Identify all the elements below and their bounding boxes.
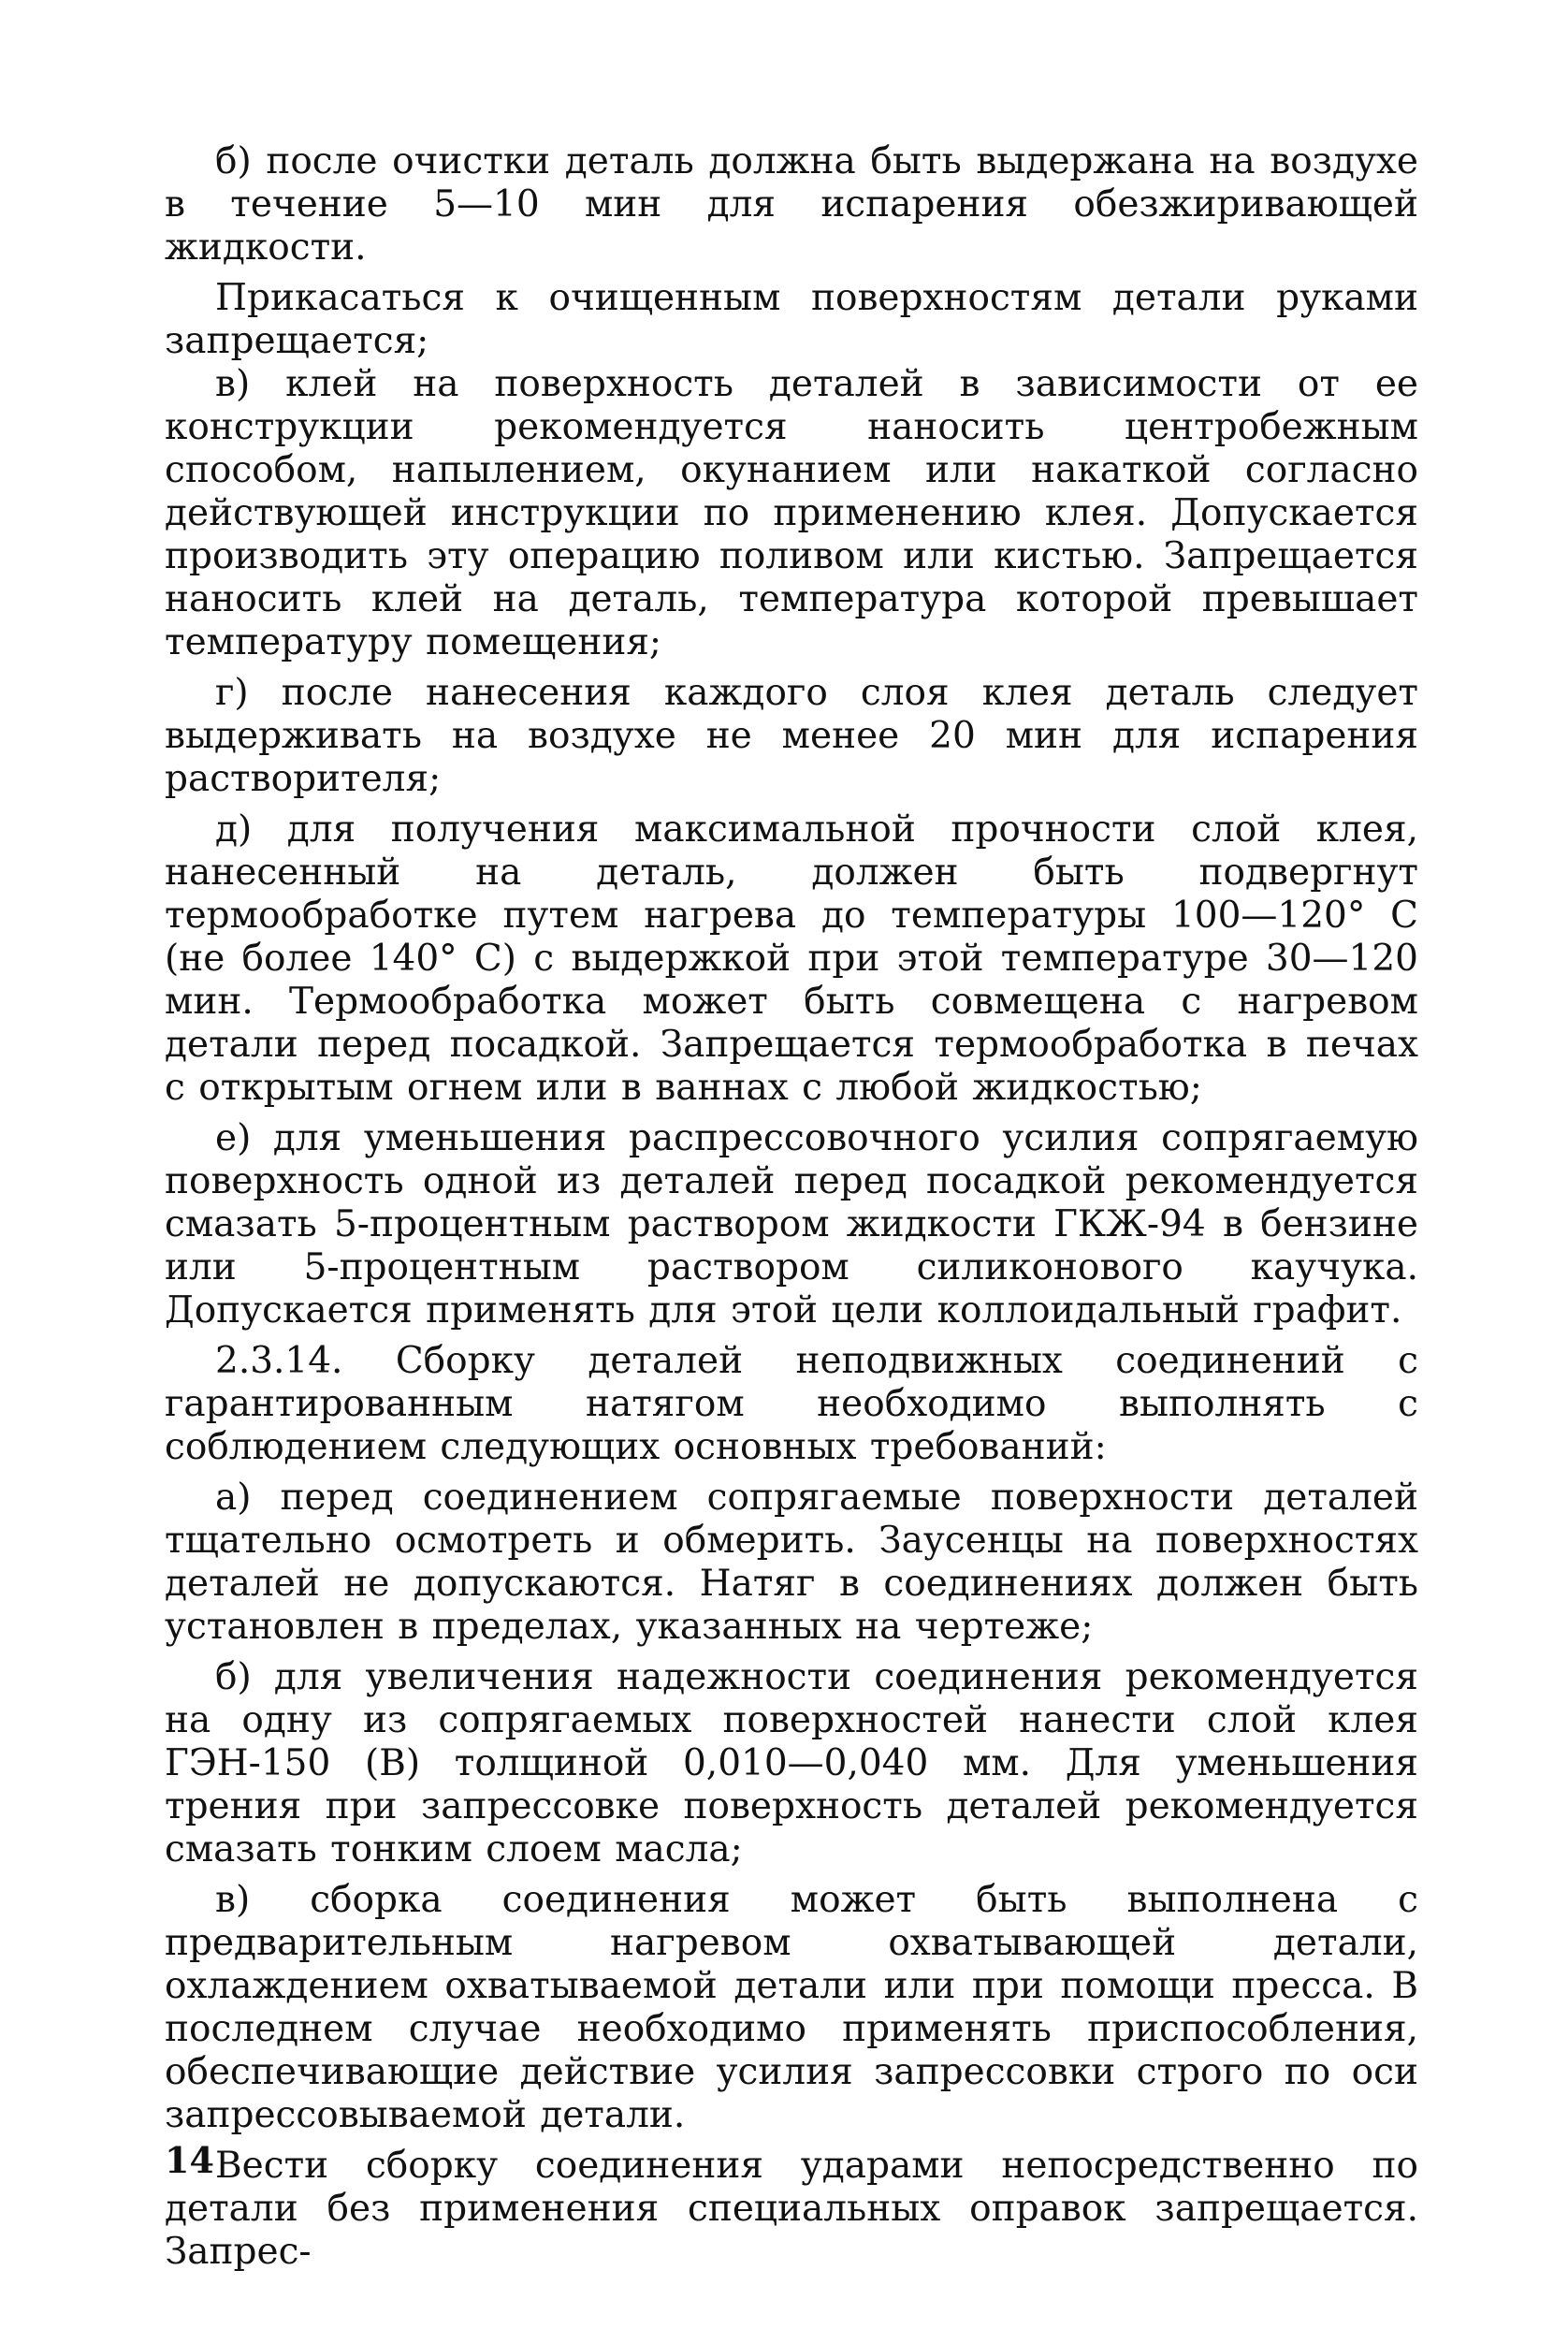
paragraph-v-assembly: в) сборка соединения может быть выполнена с предварительным нагревом охватывающей детали, охлаждением охватываемой детали или при помощи пресса. В последнем случае необходимо применять приспособления, обеспечивающие действие усилия запрессовки строго по оси запрессовываемой детали. (165, 1879, 1418, 2136)
paragraph-b-cleaning: б) после очистки деталь должна быть выдержана на воздухе в течение 5—10 мин для испарения обезжиривающей жидкости. (165, 140, 1418, 269)
paragraph-d-heat-treatment: д) для получения максимальной прочности слой клея, нанесенный на деталь, должен быть подвергнут термообработке путем нагрева до температуры 100—120° С (не более 140° С) с выдержкой при этой температуре 30—120 мин. Термообработка может быть совмещена с нагревом детали перед посадкой. Запрещается термообработка в печах с открытым огнем или в ваннах с любой жидкостью; (165, 808, 1418, 1109)
paragraph-touch-prohibited: Прикасаться к очищенным поверхностям детали руками запрещается; (165, 277, 1418, 362)
paragraph-b-reliability: б) для увеличения надежности соединения рекомендуется на одну из сопрягаемых поверхностей нанести слой клея ГЭН-150 (В) толщиной 0,010—0,040 мм. Для уменьшения трения при запрессовке поверхность деталей рекомендуется смазать тонким слоем масла; (165, 1656, 1418, 1870)
paragraph-e-lubrication: е) для уменьшения распрессовочного усилия сопрягаемую поверхность одной из деталей перед посадкой рекомендуется смазать 5-процентным раствором жидкости ГКЖ-94 в бензине или 5-процентным раствором силиконового каучука. Допускается применять для этой цели коллоидальный графит. (165, 1117, 1418, 1332)
document-page (165, 140, 1418, 2274)
paragraph-v-glue-application: в) клей на поверхность деталей в зависимости от ее конструкции рекомендуется наносить центробежным способом, напылением, окунанием или накаткой согласно действующей инструкции по применению клея. Допускается производить эту операцию поливом или кистью. Запрещается наносить клей на деталь, температура которой превышает температуру помещения; (165, 363, 1418, 663)
paragraph-section-2-3-14: 2.3.14. Сборку деталей неподвижных соединений с гарантированным натягом необходимо выполнять с соблюдением следующих основных требований: (165, 1340, 1418, 1468)
paragraph-a-inspection: а) перед соединением сопрягаемые поверхности деталей тщательно осмотреть и обмерить. Заусенцы на поверхностях деталей не допускаются. Натяг в соединениях должен быть установлен в пределах, указанных на чертеже; (165, 1477, 1418, 1648)
paragraph-g-drying: г) после нанесения каждого слоя клея деталь следует выдерживать на воздухе не менее 20 мин для испарения растворителя; (165, 672, 1418, 800)
paragraph-impact-prohibited: Вести сборку соединения ударами непосредственно по детали без применения специальных оправок запрещается. Запрес- (165, 2145, 1418, 2273)
page-number: 14 (165, 2139, 214, 2181)
